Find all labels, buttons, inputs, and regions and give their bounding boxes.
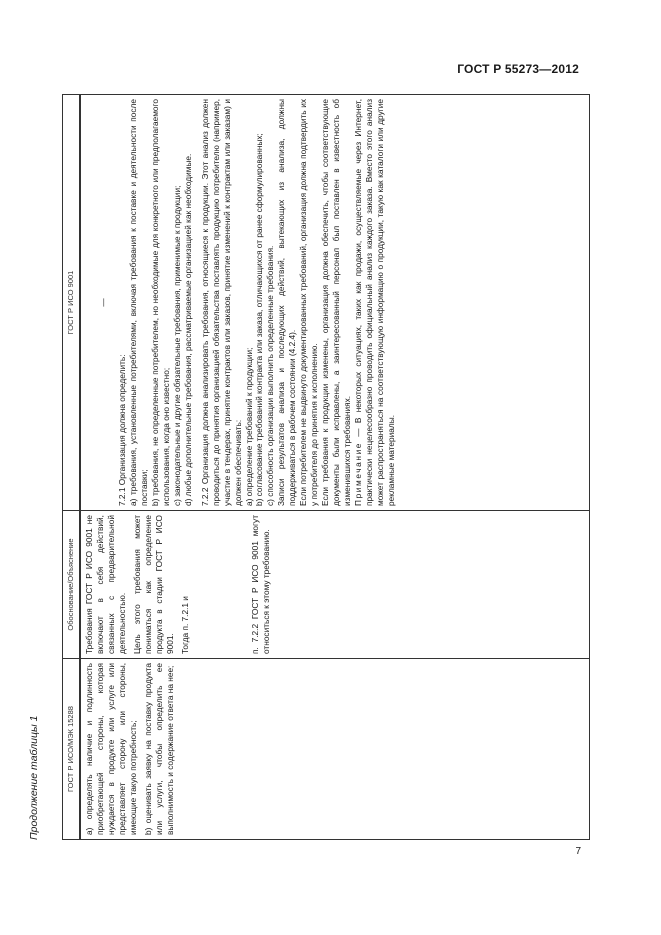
note-label: Примечание xyxy=(352,441,363,506)
cell-iso9001 xyxy=(80,95,590,511)
note xyxy=(353,99,397,506)
rotated-table-container xyxy=(62,95,590,840)
page-number: 7 xyxy=(575,846,581,857)
comparison-table xyxy=(62,94,590,840)
rationale-paragraph-2: Цель этого требования может пониматься как определение продукта в стадии ГОСТ Р ИСО 9001. xyxy=(131,515,175,654)
clause-7-2-2-b: b) согласование требований контракта или заказа, отличающихся от ранее сформулированных; xyxy=(254,133,265,506)
clause-records: Записи результатов анализа и последующих действий, вытекающих из анализа, должны поддерживаться в рабочем состоянии (4.2.4). xyxy=(276,99,298,506)
empty-dash: — xyxy=(98,298,109,307)
column-header-iso15288: ГОСТ Р ИСО/МЭК 15288 xyxy=(63,659,81,840)
clause-7-2-1-d: d) любые дополнительные требования, рассматриваемые организацией как необходимые. xyxy=(182,153,193,506)
note-text: — В некоторых ситуациях, таких как продажи, осуществляемые через Интернет, практически нецелесообразно проводить официальный анализ каждого заказа. Вместо этого анализ может распространяться на соответствующую информацию о продукции, такую как каталоги или другие рекламные материалы. xyxy=(352,99,396,506)
page-header: ГОСТ Р 55273—2012 xyxy=(457,62,579,76)
rationale-paragraph-1: Требования ГОСТ Р ИСО 9001 не включают в себя действий, связанных с предварительной деятельностью. xyxy=(84,515,127,654)
clause-7-2-1-a: а) требования, установленные потребителями, включая требования к поставке и деятельности после поставки; xyxy=(128,99,150,506)
clause-7-2-2-a: а) определение требований к продукции; xyxy=(243,347,254,506)
table-continuation-label: Продолжение таблицы 1 xyxy=(28,715,40,840)
rationale-paragraph-3: Тогда п. 7.2.1 и xyxy=(179,596,190,654)
rationale-paragraph-4: п. 7.2.2 ГОСТ Р ИСО 9001 могут относиться к этому требованию. xyxy=(250,515,272,654)
column-header-rationale: Обоснование/Объяснение xyxy=(63,511,81,659)
cell-rationale xyxy=(80,511,590,659)
clause-7-2-2: 7.2.2 Организация должна анализировать требования, относящиеся к продукции. Этот анализ должен проводиться до принятия организацией обязательства поставлять продукцию потребителю (например, участие в тендерах, принятие контрактов или заказов, принятие изменений к контрактам или заказам) и должен обеспечивать: xyxy=(199,99,243,506)
requirement-a: а) определять наличие и подлинность приобретающей стороны, которая нуждается в продукте или услуге или представляет сторону или стороны, имеющие такую потребность; xyxy=(84,663,138,835)
clause-7-2-1-intro: 7.2.1 Организация должна определить: xyxy=(117,354,128,506)
requirement-b: b) оценивать заявку на поставку продукта или услуги, чтобы определить ее выполнимость и содержание ответа на нее; xyxy=(142,663,175,835)
column-header-iso9001: ГОСТ Р ИСО 9001 xyxy=(63,95,81,511)
table-row xyxy=(80,95,590,840)
clause-undocumented: Если потребителем не выдвинуто документированных требований, организация должна подтвердить их у потребителя до принятия к исполнению. xyxy=(298,99,320,506)
clause-7-2-2-c: c) способность организации выполнить определенные требования. xyxy=(265,245,276,506)
clause-7-2-1-b: b) требования, не определенные потребителем, но необходимые для конкретного или предполагаемого использования, когда оно известно; xyxy=(150,99,171,506)
clause-7-2-1-c: c) законодательные и другие обязательные требования, применимые к продукции; xyxy=(171,185,182,506)
cell-iso15288 xyxy=(80,659,590,840)
table-header-row xyxy=(63,95,81,840)
clause-changed: Если требования к продукции изменены, организация должна обеспечить, чтобы соответствующие документы были исправлены, а заинтересованный персонал был поставлен в известность об изменившихся требованиях. xyxy=(320,99,352,506)
